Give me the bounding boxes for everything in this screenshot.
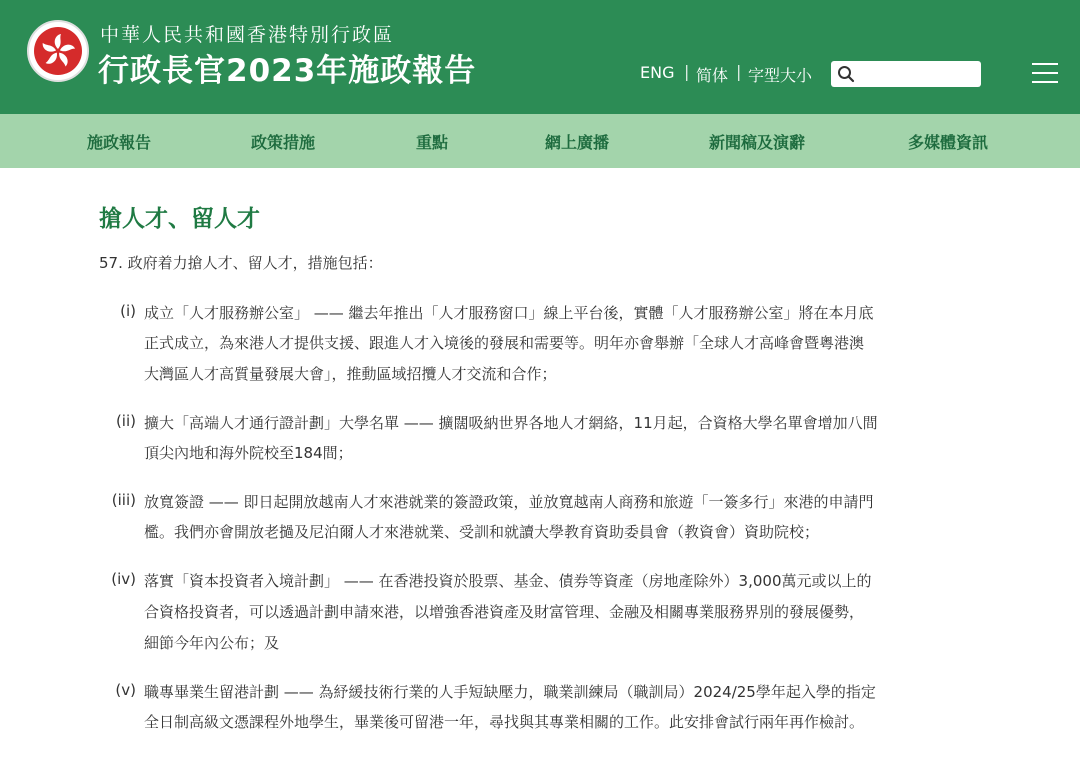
- list-item-text: 擴大「高端人才通行證計劃」大學名單 —— 擴闊吸納世界各地人才網絡，11月起，合資格大學名單會增加八間: [144, 414, 878, 432]
- list-item-text: 全日制高級文憑課程外地學生，畢業後可留港一年，尋找與其專業相關的工作。此安排會試行兩年再作檢討。: [144, 713, 865, 731]
- government-name: 中華人民共和國香港特別行政區: [100, 24, 395, 46]
- nav-policy-measures[interactable]: 政策措施: [251, 133, 316, 152]
- list-item-number: (i): [120, 302, 136, 320]
- list-item-text: 檻。我們亦會開放老撾及尼泊爾人才來港就業、受訓和就讀大學教育資助委員會（教資會）資助院校；: [144, 523, 820, 541]
- menu-bar-line: [1032, 72, 1058, 74]
- menu-bar-line: [1032, 63, 1058, 65]
- list-item-number: (iv): [111, 570, 136, 588]
- section-title: 搶人才、留人才: [99, 206, 260, 232]
- font-size-link[interactable]: 字型大小: [748, 66, 813, 85]
- lang-eng-link[interactable]: ENG: [640, 63, 675, 82]
- lang-separator: |: [684, 62, 690, 81]
- list-item-text: 職專畢業生留港計劃 —— 為紓緩技術行業的人手短缺壓力，職業訓練局（職訓局）2024/25學年起入學的指定: [144, 683, 876, 701]
- list-item-number: (iii): [111, 491, 136, 509]
- search-box[interactable]: [831, 61, 981, 87]
- search-input[interactable]: [859, 64, 977, 84]
- nav-multimedia[interactable]: 多媒體資訊: [908, 133, 989, 152]
- nav-webcast[interactable]: 網上廣播: [545, 133, 610, 152]
- list-item-text: 放寬簽證 —— 即日起開放越南人才來港就業的簽證政策，並放寬越南人商務和旅遊「一簽多行」來港的申請門: [144, 493, 874, 511]
- list-item-text: 大灣區人才高質量發展大會」，推動區域招攬人才交流和合作；: [144, 365, 557, 383]
- lang-separator: |: [736, 62, 742, 81]
- search-icon[interactable]: [837, 65, 855, 83]
- list-item-text: 細節今年內公布；及: [144, 634, 280, 652]
- list-item-text: 正式成立，為來港人才提供支援、跟進人才入境後的發展和需要等。明年亦會舉辦「全球人才高峰會暨粵港澳: [144, 334, 865, 352]
- menu-bar-line: [1032, 81, 1058, 83]
- paragraph-intro: 57. 政府着力搶人才、留人才，措施包括：: [99, 254, 383, 272]
- list-item-text: 合資格投資者，可以透過計劃申請來港，以增強香港資產及財富管理、金融及相關專業服務界別的發展優勢，: [144, 603, 865, 621]
- lang-simplified-link[interactable]: 简体: [696, 66, 729, 85]
- site-title[interactable]: 行政長官2023年施政報告: [98, 53, 477, 89]
- list-item-text: 頂尖內地和海外院校至184間；: [144, 444, 353, 462]
- hksar-emblem-icon[interactable]: [27, 20, 89, 82]
- hamburger-menu-icon[interactable]: [1032, 63, 1058, 83]
- list-item-number: (ii): [115, 412, 136, 430]
- nav-highlights[interactable]: 重點: [416, 133, 449, 152]
- list-item-text: 成立「人才服務辦公室」 —— 繼去年推出「人才服務窗口」線上平台後，實體「人才服務辦公室」將在本月底: [144, 304, 874, 322]
- list-item-number: (v): [115, 681, 136, 699]
- list-item-text: 落實「資本投資者入境計劃」 —— 在香港投資於股票、基金、債券等資產（房地產除外）3,000萬元或以上的: [144, 572, 872, 590]
- bauhinia-emblem-icon: [38, 30, 82, 74]
- nav-press-releases[interactable]: 新聞稿及演辭: [709, 133, 806, 152]
- nav-policy-address[interactable]: 施政報告: [87, 133, 152, 152]
